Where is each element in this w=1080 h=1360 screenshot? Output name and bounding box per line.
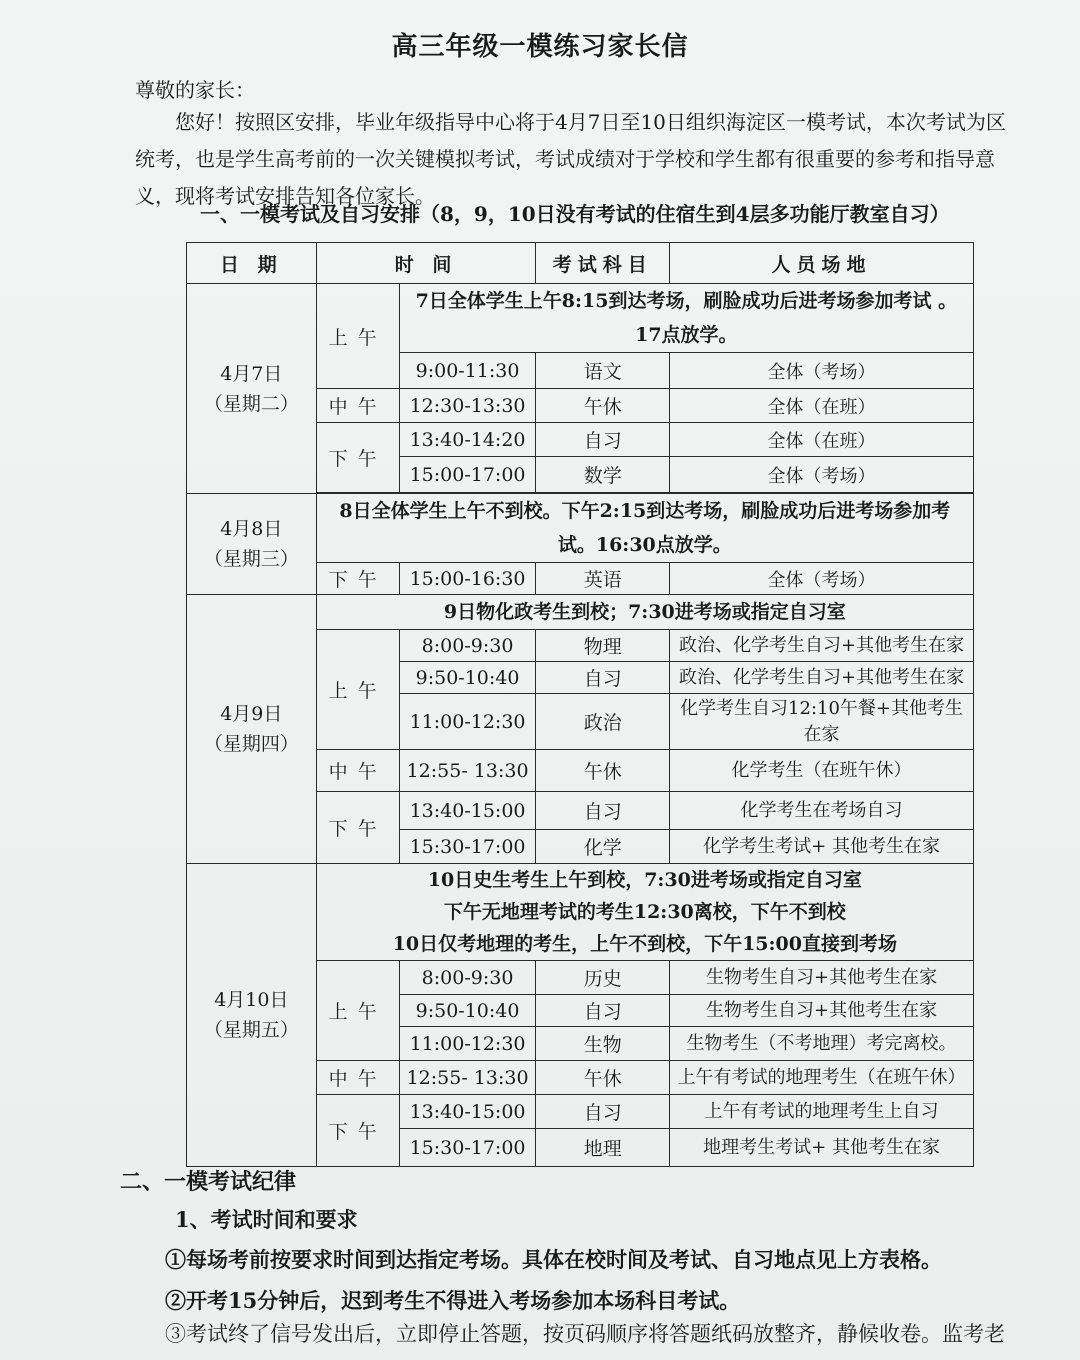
- table-row: [187, 595, 974, 630]
- period-cell: 上午: [316, 961, 399, 1061]
- subject-cell: 英语: [536, 563, 670, 595]
- weekday-label: （星期二）: [203, 392, 299, 415]
- place-cell: 化学考生（在班午休）: [670, 750, 974, 792]
- day-note-line: 10日仅考地理的考生，上午不到校，下午15:00直接到考场: [392, 933, 897, 955]
- place-cell: 全体（考场）: [670, 457, 974, 493]
- place-cell: 全体（在班）: [670, 389, 974, 423]
- table-row: [187, 494, 974, 563]
- date-label: 4月10日: [214, 989, 289, 1011]
- subsection-1-heading: 1、考试时间和要求: [175, 1207, 358, 1232]
- date-cell: [187, 864, 317, 1167]
- date-label: 4月8日: [220, 518, 283, 540]
- rule-item: ①每场考前按要求时间到达指定考场。具体在校时间及考试、自习地点见上方表格。: [165, 1247, 942, 1272]
- place-cell: 全体（考场）: [670, 353, 974, 389]
- period-cell: 中午: [316, 750, 399, 792]
- header-date: 日 期: [187, 243, 317, 284]
- period-cell: 中午: [316, 389, 399, 423]
- day-note-line: 下午无地理考试的考生12:30离校，下午不到校: [443, 901, 846, 923]
- time-cell: 15:00-17:00: [399, 457, 536, 493]
- header-place: 人员场地: [670, 243, 974, 284]
- day-note: 7日全体学生上午8:15到达考场，刷脸成功后进考场参加考试 。17点放学。: [399, 284, 973, 353]
- time-cell: 9:00-11:30: [399, 353, 536, 389]
- section-1-heading: 一、一模考试及自习安排（8，9，10日没有考试的住宿生到4层多功能厅教室自习）: [200, 202, 950, 226]
- place-cell: 化学考生在考场自习: [670, 792, 974, 830]
- intro-paragraph: 您好！按照区安排，毕业年级指导中心将于4月7日至10日组织海淀区一模考试，本次考试为区统考，也是学生高考前的一次关键模拟考试，考试成绩对于学校和学生都有很重要的参考和指导意义，现将考试安排告知各位家长。: [135, 110, 1006, 208]
- time-cell: 13:40-14:20: [399, 423, 536, 457]
- time-cell: 15:30-17:00: [399, 1129, 536, 1167]
- place-cell: 上午有考试的地理考生（在班午休）: [670, 1061, 974, 1095]
- period-cell: 下午: [316, 563, 399, 595]
- date-cell: [187, 284, 317, 494]
- subject-cell: 化学: [536, 830, 670, 864]
- time-cell: 13:40-15:00: [399, 1095, 536, 1129]
- place-cell: 政治、化学考生自习+其他考生在家: [670, 630, 974, 662]
- subject-cell: 数学: [536, 457, 670, 493]
- date-cell: [187, 595, 317, 864]
- day-note: 9日物化政考生到校；7:30进考场或指定自习室: [316, 595, 973, 630]
- place-cell: 地理考生考试+ 其他考生在家: [670, 1129, 974, 1167]
- subject-cell: 政治: [536, 694, 670, 750]
- letter-title: 高三年级一模练习家长信: [391, 32, 689, 62]
- day-note: 8日全体学生上午不到校。下午2:15到达考场，刷脸成功后进考场参加考试。16:30点放学。: [316, 494, 973, 563]
- time-cell: 15:00-16:30: [399, 563, 536, 595]
- period-cell: 下午: [316, 423, 399, 493]
- period-cell: 中午: [316, 1061, 399, 1095]
- place-cell: 生物考生（不考地理）考完离校。: [670, 1027, 974, 1061]
- period-cell: 下午: [316, 1095, 399, 1167]
- day-note: [316, 864, 973, 961]
- place-cell: 化学考生自习12:10午餐+其他考生在家: [670, 694, 974, 750]
- time-cell: 12:55- 13:30: [399, 1061, 536, 1095]
- weekday-label: （星期四）: [203, 733, 299, 755]
- place-cell: 化学考生考试+ 其他考生在家: [670, 830, 974, 864]
- rule-item: ③考试终了信号发出后，立即停止答题，按页码顺序将答题纸码放整齐，静候收卷。监考老: [165, 1322, 1005, 1346]
- time-cell: 12:55- 13:30: [399, 750, 536, 792]
- time-cell: 11:00-12:30: [399, 1027, 536, 1061]
- header-subject: 考试科目: [536, 243, 670, 284]
- subject-cell: 物理: [536, 630, 670, 662]
- place-cell: 上午有考试的地理考生上自习: [670, 1095, 974, 1129]
- subject-cell: 自习: [536, 995, 670, 1027]
- place-cell: 生物考生自习+其他考生在家: [670, 995, 974, 1027]
- subject-cell: 午休: [536, 389, 670, 423]
- place-cell: 生物考生自习+其他考生在家: [670, 961, 974, 995]
- greeting: 尊敬的家长：: [135, 78, 255, 102]
- place-cell: 全体（考场）: [670, 563, 974, 595]
- subject-cell: 地理: [536, 1129, 670, 1167]
- table-header-row: [187, 243, 974, 284]
- period-cell: 上午: [316, 284, 399, 389]
- subject-cell: 历史: [536, 961, 670, 995]
- time-cell: 8:00-9:30: [399, 630, 536, 662]
- time-cell: 15:30-17:00: [399, 830, 536, 864]
- table-row: [187, 864, 974, 961]
- rule-item: ②开考15分钟后，迟到考生不得进入考场参加本场科目考试。: [165, 1288, 741, 1313]
- date-label: 4月7日: [220, 362, 283, 385]
- time-cell: 8:00-9:30: [399, 961, 536, 995]
- period-cell: 下午: [316, 792, 399, 864]
- table-row: [187, 284, 974, 353]
- subject-cell: 午休: [536, 750, 670, 792]
- place-cell: 政治、化学考生自习+其他考生在家: [670, 662, 974, 694]
- time-cell: 9:50-10:40: [399, 995, 536, 1027]
- subject-cell: 自习: [536, 792, 670, 830]
- weekday-label: （星期三）: [203, 548, 299, 570]
- day-note-line: 10日史生考生上午到校，7:30进考场或指定自习室: [427, 869, 862, 891]
- schedule-table: [186, 242, 974, 1167]
- subject-cell: 自习: [536, 1095, 670, 1129]
- place-cell: 全体（在班）: [670, 423, 974, 457]
- period-cell: 上午: [316, 630, 399, 750]
- section-2-heading: 二、一模考试纪律: [120, 1169, 297, 1195]
- weekday-label: （星期五）: [203, 1019, 299, 1041]
- subject-cell: 自习: [536, 662, 670, 694]
- subject-cell: 生物: [536, 1027, 670, 1061]
- date-cell: [187, 494, 317, 595]
- time-cell: 12:30-13:30: [399, 389, 536, 423]
- subject-cell: 自习: [536, 423, 670, 457]
- time-cell: 13:40-15:00: [399, 792, 536, 830]
- time-cell: 11:00-12:30: [399, 694, 536, 750]
- date-label: 4月9日: [220, 703, 283, 725]
- subject-cell: 语文: [536, 353, 670, 389]
- time-cell: 9:50-10:40: [399, 662, 536, 694]
- header-time: 时 间: [316, 243, 536, 284]
- subject-cell: 午休: [536, 1061, 670, 1095]
